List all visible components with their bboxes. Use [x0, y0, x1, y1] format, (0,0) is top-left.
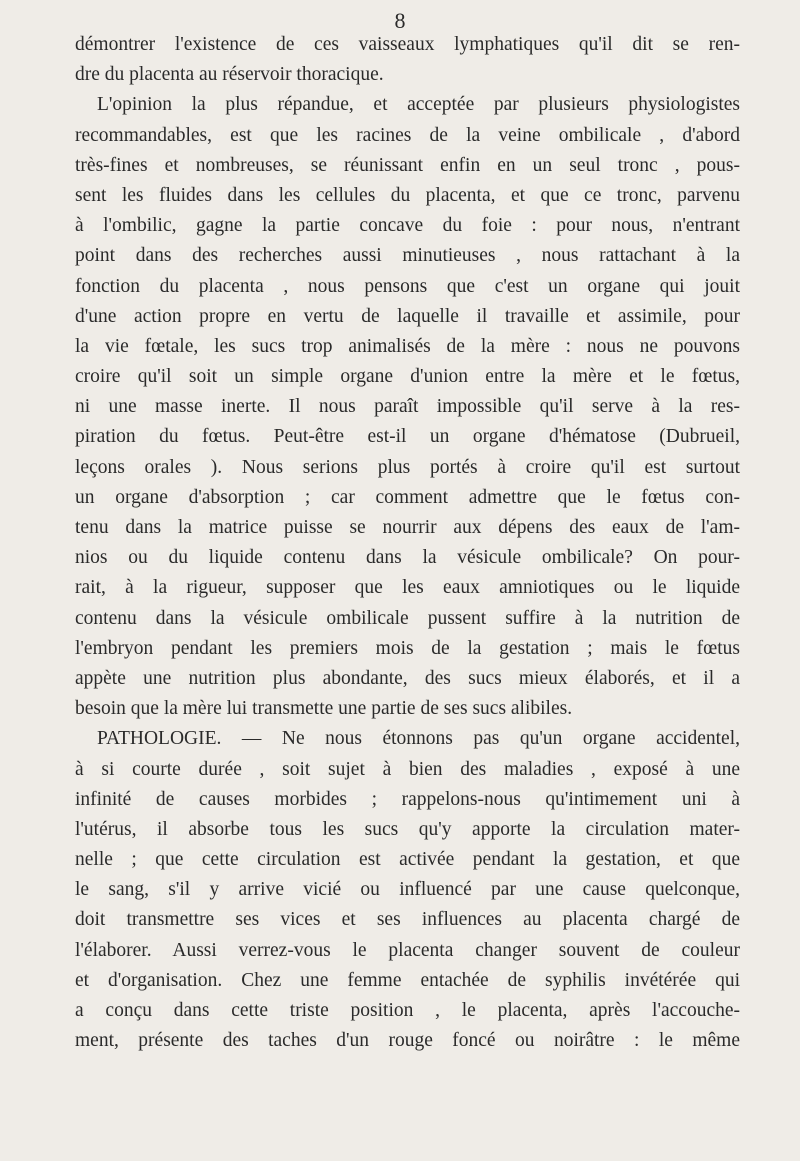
text-line: démontrer l'existence de ces vaisseaux lymphatiques qu'il dit se ren-: [75, 34, 740, 55]
text-line: rait, à la rigueur, supposer que les eaux amniotiques ou le liquide: [75, 577, 740, 599]
text-line: PATHOLOGIE. — Ne nous étonnons pas qu'un organe accidentel,: [97, 728, 740, 750]
body-text: [75, 30, 740, 1056]
text-line: tenu dans la matrice puisse se nourrir aux dépens des eaux de l'am-: [75, 517, 740, 538]
text-line: l'élaborer. Aussi verrez-vous le placenta changer souvent de couleur: [75, 939, 740, 961]
text-line: contenu dans la vésicule ombilicale pussent suffire à la nutrition de: [75, 607, 740, 629]
text-line: l'utérus, il absorbe tous les sucs qu'y apporte la circulation mater-: [75, 818, 740, 840]
text-line: nios ou du liquide contenu dans la vésicule ombilicale? On pour-: [75, 547, 740, 569]
text-line: très-fines et nombreuses, se réunissant enfin en un seul tronc , pous-: [75, 154, 740, 176]
text-line: sent les fluides dans les cellules du placenta, et que ce tronc, parvenu: [75, 184, 740, 206]
text-line: croire qu'il soit un simple organe d'union entre la mère et le fœtus,: [75, 366, 740, 388]
text-line: a conçu dans cette triste position , le placenta, après l'accouche-: [75, 1000, 740, 1021]
text-line: piration du fœtus. Peut-être est-il un organe d'hématose (Dubrueil,: [75, 426, 740, 448]
text-line: à si courte durée , soit sujet à bien des maladies , exposé à une: [75, 758, 740, 780]
text-line: leçons orales ). Nous serions plus portés à croire qu'il est surtout: [75, 456, 740, 478]
text-line: d'une action propre en vertu de laquelle il travaille et assimile, pour: [75, 305, 740, 327]
text-line: ment, présente des taches d'un rouge foncé ou noirâtre : le même: [75, 1030, 740, 1052]
text-line: nelle ; que cette circulation est activée pendant la gestation, et que: [75, 849, 740, 871]
page-number: 8: [394, 8, 406, 33]
text-line: besoin que la mère lui transmette une partie de ses sucs alibiles.: [75, 698, 573, 720]
text-line: un organe d'absorption ; car comment admettre que le fœtus con-: [75, 486, 740, 508]
text-line: recommandables, est que les racines de la veine ombilicale , d'abord: [75, 124, 740, 146]
text-line: point dans des recherches aussi minutieuses , nous rattachant à la: [75, 245, 740, 267]
text-line: appète une nutrition plus abondante, des sucs mieux élaborés, et il a: [75, 667, 740, 689]
text-line: à l'ombilic, gagne la partie concave du foie : pour nous, n'entrant: [75, 215, 740, 237]
text-line: dre du placenta au réservoir thoracique.: [75, 64, 384, 86]
text-line: infinité de causes morbides ; rappelons-nous qu'intimement uni à: [75, 788, 740, 810]
text-line: fonction du placenta , nous pensons que c'est un organe qui jouit: [75, 275, 740, 297]
text-line: le sang, s'il y arrive vicié ou influencé par une cause quelconque,: [75, 879, 740, 901]
text-line: ni une masse inerte. Il nous paraît impossible qu'il serve à la res-: [75, 396, 740, 418]
text-line: et d'organisation. Chez une femme entachée de syphilis invétérée qui: [75, 969, 740, 991]
text-line: L'opinion la plus répandue, et acceptée par plusieurs physiologistes: [97, 94, 740, 116]
text-line: l'embryon pendant les premiers mois de la gestation ; mais le fœtus: [75, 637, 740, 659]
text-line: la vie fœtale, les sucs trop animalisés de la mère : nous ne pouvons: [75, 335, 740, 357]
text-line: doit transmettre ses vices et ses influences au placenta chargé de: [75, 909, 740, 931]
